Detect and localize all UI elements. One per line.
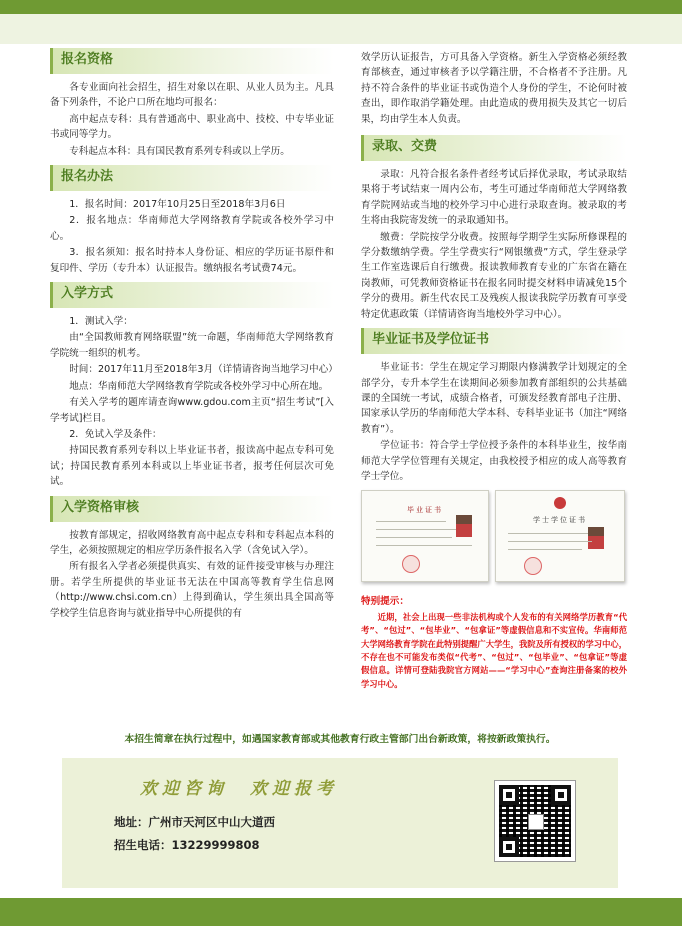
- qr-pattern: [499, 785, 571, 857]
- paragraph: 毕业证书：学生在规定学习期限内修满教学计划规定的全部学分，专升本学生在读期间必须参加教育部组织的公共基础课的全国统一考试，成绩合格者，可颁发经教育部电子注册、国家承认学历的华南师范大学本科、专科毕业证书（加注“网络教育”）。: [361, 362, 627, 435]
- paragraph: 录取：凡符合报名条件者经考试后择优录取，考试录取结果将于考试结束一周内公布，考生可通过华南师范大学网络教育学院网站或当地的校外学习中心进行录取查询。被录取的考生将由我院寄发统一的录取通知书。: [361, 169, 627, 227]
- text-line: [508, 549, 582, 550]
- paragraph: 按教育部规定，招收网络教育高中起点专科和专科起点本科的学生，必须按照规定的相应学历条件报名入学（含免试入学）。: [50, 529, 334, 556]
- section-admission-fees: [361, 135, 627, 322]
- paragraph: 由“全国教师教育网络联盟”统一命题，华南师范大学网络教育学院统一组织的机考。: [50, 332, 334, 359]
- graduation-certificate-image: [361, 490, 489, 582]
- top-banner-bar: [0, 0, 682, 14]
- seal-icon: [402, 555, 420, 573]
- contact-box: [62, 758, 618, 888]
- qr-logo-icon: [528, 814, 544, 830]
- address-text: 地址：广州市天河区中山大道西: [114, 815, 275, 829]
- paragraph: 2．报名地点：华南师范大学网络教育学院或各校外学习中心。: [50, 215, 334, 242]
- paragraph: 地点：华南师范大学网络教育学院或各校外学习中心所在地。: [69, 380, 329, 392]
- section-registration: [50, 165, 334, 276]
- section-header: [50, 165, 334, 191]
- certificate-title: 学士学位证书: [533, 516, 587, 525]
- section-title: 录取、交费: [372, 139, 438, 155]
- qr-code-icon: [494, 780, 576, 862]
- degree-certificate-image: [495, 490, 625, 582]
- paragraph: 1．测试入学：: [69, 316, 133, 328]
- policy-footer-note: 本招生简章在执行过程中，如遇国家教育部或其他教育行政主管部门出台新政策，将按新政策执行。: [124, 734, 556, 745]
- text-line: [376, 545, 472, 546]
- section-qualification-review: [50, 496, 334, 621]
- text-line: [376, 529, 456, 530]
- section-certificates: [361, 328, 627, 484]
- paragraph: 有关入学考的题库请查询www.gdou.com主页“招生考试”[入学考试]栏目。: [50, 397, 334, 424]
- paragraph: 学位证书：符合学士学位授予条件的本科毕业生，按华南师范大学学位管理有关规定，由我校授予相应的成人高等教育学士学位。: [361, 440, 627, 482]
- section-title: 毕业证书及学位证书: [372, 332, 490, 348]
- text-line: [508, 533, 588, 534]
- top-banner-light: [0, 14, 682, 44]
- section-title: 报名资格: [61, 52, 114, 67]
- section-header: [50, 282, 334, 308]
- seal-icon: [524, 557, 542, 575]
- section-title: 入学方式: [61, 286, 114, 302]
- left-column: [50, 48, 338, 627]
- photo-icon: [588, 527, 604, 549]
- section-header: [50, 48, 334, 74]
- certificate-title: 毕业证书: [407, 506, 443, 515]
- section-header: [361, 328, 627, 354]
- welcome-slogan: 欢迎咨询 欢迎报考: [140, 779, 338, 799]
- paragraph-continued: 效学历认证报告，方可具备入学资格。新生入学资格必须经教育部核查，通过审核者予以学籍注册，不合格者不予注册。凡持不符合条件的毕业证书或伪造个人身份的学生，不论何时被查出，即作取消学籍处理。由此造成的费用损失及其它一切后果，均由学生本人负责。: [361, 52, 627, 125]
- photo-icon: [456, 515, 472, 537]
- qr-finder: [499, 785, 519, 805]
- phone-text: 招生电话：13229999808: [114, 838, 260, 852]
- section-header: [50, 496, 334, 522]
- paragraph: 专科起点本科：具有国民教育系列专科或以上学历。: [69, 145, 290, 157]
- paragraph: 1．报名时间：2017年10月25日至2018年3月6日: [69, 199, 286, 211]
- section-title: 入学资格审核: [61, 499, 140, 515]
- notice-title: 特别提示：: [361, 596, 409, 608]
- bottom-banner-bar: [0, 898, 682, 926]
- certificate-images: [361, 490, 627, 588]
- text-line: [508, 541, 592, 542]
- section-title: 报名办法: [61, 169, 114, 185]
- paragraph: 时间：2017年11月至2018年3月（详情请咨询当地学习中心）: [69, 364, 338, 376]
- paragraph: 所有报名入学者必须提供真实、有效的证件接受审核与办理注册。若学生所提供的毕业证书无法在中国高等教育学生信息网（http://www.chsi.com.cn）上得到确认，学生须出具全国高等学校学生信息咨询与就业指导中心所提供的有: [50, 561, 334, 619]
- paragraph: 3．报名须知：报名时持本人身份证、相应的学历证书原件和复印件、学历（专升本）认证报告。缴纳报名考试费74元。: [50, 247, 334, 274]
- section-eligibility: [50, 48, 334, 159]
- section-header: [361, 135, 627, 161]
- emblem-icon: [554, 497, 566, 509]
- paragraph: 各专业面向社会招生，招生对象以在职、从业人员为主。凡具备下列条件，不论户口所在地均可报名：: [50, 82, 334, 109]
- paragraph: 高中起点专科：具有普通高中、职业高中、技校、中专毕业证书或同等学力。: [50, 113, 334, 141]
- paragraph: 缴费：学院按学分收费。按照每学期学生实际所修课程的学分数缴纳学费。学生学费实行“网银缴费”方式，学生登录学生工作室选课后自行缴费。报读教师教育专业的广东省在籍在岗教师，可凭教师资格证书在报名同时提交材料申请减免15个学分的费用。新生代农民工及残疾人报读我院学历教育可享受特定优惠政策（详情请咨询当地校外学习中心）。: [361, 231, 627, 320]
- qr-finder: [551, 785, 571, 805]
- qr-finder: [499, 837, 519, 857]
- section-admission-method: [50, 282, 338, 489]
- paragraph: 持国民教育系列专科以上毕业证书者，报读高中起点专科可免试；持国民教育系列本科或以上毕业证书者，报考任何层次可免试。: [50, 445, 334, 488]
- notice-text: 近期，社会上出现一些非法机构或个人发布的有关网络学历教育“代考”、“包过”、“包毕业”、“包拿证”等虚假信息和不实宣传。华南师范大学网络教育学院在此特别提醒广大学生，我院及所有授权的学习中心，不存在也不可能发布类似“代考”、“包过”、“包毕业”、“包拿证”等虚假信息。详情可登陆我院官方网站——“学习中心”查询注册备案的校外学习中心。: [361, 611, 627, 689]
- right-column: [361, 50, 627, 692]
- text-line: [376, 537, 452, 538]
- paragraph: 2．免试入学及条件：: [69, 428, 162, 440]
- text-line: [376, 521, 446, 522]
